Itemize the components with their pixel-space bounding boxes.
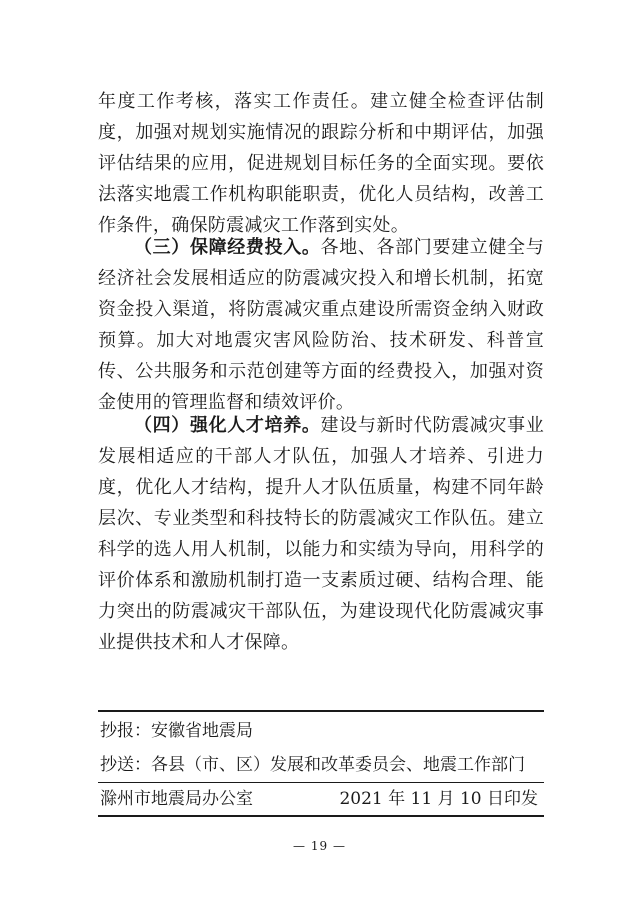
footer-bottom-rule	[98, 815, 544, 817]
paragraph-funding-body	[98, 232, 544, 418]
issuer-office: 滁州市地震局办公室	[100, 789, 253, 809]
paragraph-talent-body	[98, 410, 544, 658]
paragraph-funding	[98, 232, 544, 418]
report-to-line: 抄报：安徽省地震局	[100, 721, 253, 741]
paragraph-text: 建设与新时代防震减灾事业发展相适应的干部人才队伍，加强人才培养、引进力度，优化人才结构，提升人才队伍质量，构建不同年龄层次、专业类型和科技特长的防震减灾工作队伍。建立科学的选人用人机制，以能力和实绩为导向，用科学的评价体系和激励机制打造一支素质过硬、结构合理、能力突出的防震减灾干部队伍，为建设现代化防震减灾事业提供技术和人才保障。	[98, 415, 545, 653]
footer-middle-rule	[98, 782, 544, 783]
paragraph-talent	[98, 410, 544, 658]
paragraph-responsibility	[98, 86, 544, 241]
paragraph-text: 年度工作考核，落实工作责任。建立健全检查评估制度，加强对规划实施情况的跟踪分析和中期评估，加强评估结果的应用，促进规划目标任务的全面实现。要依法落实地震工作机构职能职责，优化人员结构，改善工作条件，确保防震减灾工作落到实处。	[98, 91, 544, 236]
copy-to-line: 抄送：各县（市、区）发展和改革委员会、地震工作部门	[100, 755, 525, 775]
footer-top-rule	[98, 710, 544, 712]
issue-date: 2021 年 11 月 10 日印发	[339, 789, 538, 809]
section-heading-funding: （三）保障经费投入。	[134, 237, 321, 258]
section-heading-talent: （四）强化人才培养。	[134, 415, 321, 436]
paragraph-text: 各地、各部门要建立健全与经济社会发展相适应的防震减灾投入和增长机制，拓宽资金投入渠道，将防震减灾重点建设所需资金纳入财政预算。加大对地震灾害风险防治、技术研发、科普宣传、公共服务和示范创建等方面的经费投入，加强对资金使用的管理监督和绩效评价。	[98, 237, 545, 413]
page-number: — 19 —	[293, 839, 346, 853]
